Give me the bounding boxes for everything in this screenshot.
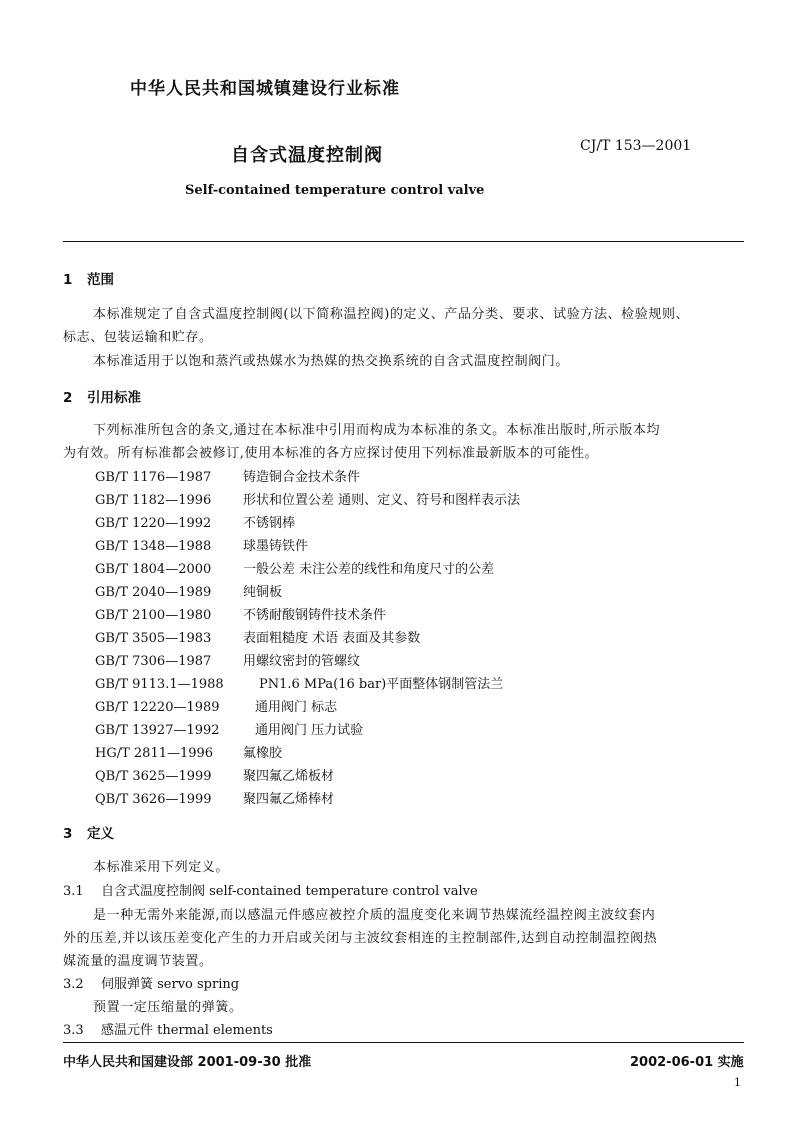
reference-name: 通用阀门 标志: [255, 700, 338, 715]
page-number: 1: [734, 1076, 741, 1089]
reference-code: GB/T 9113.1—1988: [95, 677, 224, 692]
reference-item: [95, 558, 494, 577]
reference-name: 形状和位置公差 通则、定义、符号和图样表示法: [243, 493, 521, 508]
reference-name: 不锈钢棒: [243, 516, 296, 531]
reference-name: PN1.6 MPa(16 bar)平面整体钢制管法兰: [259, 677, 504, 692]
definition-number: 3.1: [63, 884, 84, 899]
section-3-heading: [63, 822, 114, 842]
definition-term: 感温元件 thermal elements: [101, 1023, 273, 1038]
section-title: 定义: [87, 826, 114, 842]
document-title: 自含式温度控制阀: [231, 145, 383, 166]
section-number: 3: [63, 826, 73, 842]
reference-code: GB/T 12220—1989: [95, 700, 220, 715]
footer-divider: [63, 1042, 744, 1043]
section-title: 引用标准: [87, 390, 141, 406]
reference-code: GB/T 2040—1989: [95, 585, 212, 600]
section-2-heading: [63, 386, 141, 406]
reference-item: [95, 673, 503, 692]
reference-name: 聚四氟乙烯板材: [243, 769, 335, 784]
reference-name: 一般公差 未注公差的线性和角度尺寸的公差: [243, 562, 495, 577]
definition-heading: [63, 880, 478, 899]
section-1-heading: [63, 268, 114, 288]
definition-number: 3.2: [63, 977, 84, 992]
definition-term: 自含式温度控制阀 self-contained temperature control valve: [101, 884, 478, 899]
reference-code: QB/T 3626—1999: [95, 792, 212, 807]
reference-item: [95, 627, 420, 646]
reference-code: QB/T 3625—1999: [95, 769, 212, 784]
definition-term: 伺服弹簧 servo spring: [101, 977, 240, 992]
paragraph: 下列标准所包含的条文,通过在本标准中引用而构成为本标准的条文。本标准出版时,所示版本均: [93, 423, 661, 438]
reference-code: GB/T 2100—1980: [95, 608, 212, 623]
english-title: Self-contained temperature control valve: [185, 183, 485, 198]
reference-item: [95, 765, 334, 784]
section-title: 范围: [87, 272, 114, 288]
section-number: 1: [63, 272, 73, 288]
standard-code: CJ/T 153—2001: [580, 138, 692, 154]
reference-name: 表面粗糙度 术语 表面及其参数: [243, 631, 421, 646]
reference-code: GB/T 7306—1987: [95, 654, 212, 669]
effective-date: 2002-06-01 实施: [630, 1055, 744, 1070]
reference-name: 聚四氟乙烯棒材: [243, 792, 335, 807]
definition-heading: [63, 1019, 273, 1038]
section-number: 2: [63, 390, 73, 406]
reference-name: 通用阀门 压力试验: [255, 723, 364, 738]
paragraph: 媒流量的温度调节装置。: [63, 954, 213, 969]
paragraph: 本标准规定了自含式温度控制阀(以下简称温控阀)的定义、产品分类、要求、试验方法、检验规则、: [93, 307, 690, 322]
reference-code: GB/T 13927—1992: [95, 723, 220, 738]
standard-category-header: 中华人民共和国城镇建设行业标准: [130, 79, 400, 99]
reference-item: [95, 581, 282, 600]
reference-name: 铸造铜合金技术条件: [243, 470, 361, 485]
reference-name: 纯铜板: [243, 585, 283, 600]
paragraph: 外的压差,并以该压差变化产生的力开启或关闭与主波纹套相连的主控制部件,达到自动控制温控阀热: [63, 931, 658, 946]
paragraph: 本标准采用下列定义。: [93, 860, 230, 875]
reference-code: GB/T 1348—1988: [95, 539, 212, 554]
paragraph: 本标准适用于以饱和蒸汽或热媒水为热媒的热交换系统的自含式温度控制阀门。: [93, 354, 570, 369]
reference-item: [95, 466, 360, 485]
reference-code: GB/T 3505—1983: [95, 631, 212, 646]
reference-code: GB/T 1182—1996: [95, 493, 212, 508]
reference-item: [95, 604, 386, 623]
definition-number: 3.3: [63, 1023, 84, 1038]
reference-item: [95, 742, 282, 761]
reference-name: 球墨铸铁件: [243, 539, 309, 554]
reference-item: [95, 650, 360, 669]
reference-name: 用螺纹密封的管螺纹: [243, 654, 361, 669]
paragraph: 标志、包装运输和贮存。: [63, 330, 213, 345]
reference-item: [95, 788, 334, 807]
approval-date: 中华人民共和国建设部 2001-09-30 批准: [63, 1055, 312, 1070]
paragraph: 是一种无需外来能源,而以感温元件感应被控介质的温度变化来调节热媒流经温控阀主波纹套内: [93, 908, 656, 923]
reference-name: 氟橡胶: [243, 746, 283, 761]
definition-heading: [63, 973, 239, 992]
reference-item: [95, 535, 308, 554]
reference-code: GB/T 1220—1992: [95, 516, 212, 531]
reference-item: [95, 719, 363, 738]
reference-item: [95, 489, 520, 508]
reference-name: 不锈耐酸钢铸件技术条件: [243, 608, 387, 623]
reference-code: GB/T 1804—2000: [95, 562, 212, 577]
reference-item: [95, 512, 295, 531]
paragraph: 预置一定压缩量的弹簧。: [93, 1000, 243, 1015]
reference-code: GB/T 1176—1987: [95, 470, 212, 485]
header-divider: [63, 241, 744, 242]
paragraph: 为有效。所有标准都会被修订,使用本标准的各方应探讨使用下列标准最新版本的可能性。: [63, 446, 599, 461]
reference-code: HG/T 2811—1996: [95, 746, 214, 761]
reference-item: [95, 696, 337, 715]
